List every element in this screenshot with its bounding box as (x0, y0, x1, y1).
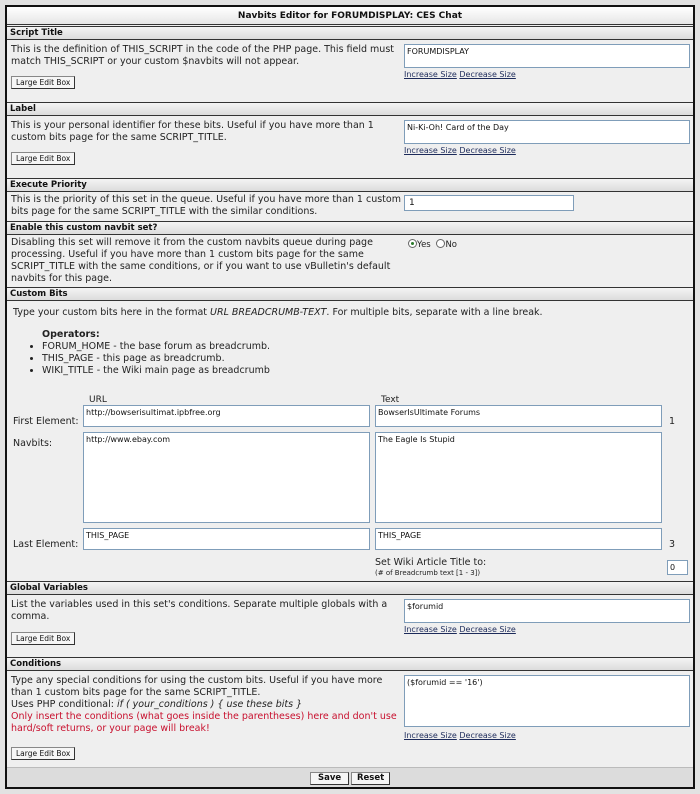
reset-button[interactable]: Reset (351, 772, 390, 785)
custom-bits-intro: Type your custom bits here in the format URL BREADCRUMB-TEXT. For multiple bits, separate with a line break. (13, 307, 543, 318)
first-element-url-input[interactable]: http://bowserisultimat.ipbfree.org (83, 405, 370, 427)
section-custom-bits-heading: Custom Bits (7, 287, 693, 301)
globals-input[interactable]: $forumid (404, 599, 690, 623)
increase-size-link[interactable]: Increase Size (404, 146, 457, 155)
priority-input[interactable]: 1 (404, 195, 574, 211)
decrease-size-link[interactable]: Decrease Size (459, 731, 516, 740)
script-title-large-edit-button[interactable]: Large Edit Box (11, 76, 75, 89)
increase-size-link[interactable]: Increase Size (404, 731, 457, 740)
section-label-heading: Label (7, 102, 693, 116)
url-column-header: URL (89, 395, 107, 405)
section-globals (7, 595, 693, 657)
conditions-large-edit-button[interactable]: Large Edit Box (11, 747, 75, 760)
decrease-size-link[interactable]: Decrease Size (459, 70, 516, 79)
globals-size-links (404, 625, 516, 634)
script-title-description: This is the definition of THIS_SCRIPT in the code of the PHP page. This field must match THIS_SCRIPT or your custom $navbits will not appear. (11, 44, 395, 67)
label-description: This is your personal identifier for these bits. Useful if you have more than 1 custom bits page for the same SCRIPT_TITLE. (11, 120, 374, 143)
enable-no-label: No (445, 240, 457, 250)
conditions-warning: Only insert the conditions (what goes inside the parentheses) here and don't use hard/soft returns, or your page will break! (11, 711, 397, 734)
label-input[interactable]: Ni-Ki-Oh! Card of the Day (404, 120, 690, 144)
conditions-size-links (404, 731, 516, 740)
wiki-title-hint: (# of Breadcrumb text [1 - 3]) (375, 569, 481, 577)
last-element-label: Last Element: (13, 539, 79, 550)
last-element-url-input[interactable]: THIS_PAGE (83, 528, 370, 550)
label-large-edit-button[interactable]: Large Edit Box (11, 152, 75, 165)
text-column-header: Text (381, 395, 400, 405)
conditions-description: Type any special conditions for using the custom bits. Useful if you have more than 1 custom bits page for the same SCRIPT_TITLE. Uses PHP conditional: if ( your_conditions ) { use these bits } Only insert the conditions (what goes inside the parentheses) here and don't use hard/soft returns, or your page will break! (11, 675, 401, 735)
save-button[interactable]: Save (310, 772, 349, 785)
conditions-textarea[interactable]: ($forumid == '16') (404, 675, 690, 727)
operator-item: • FORUM_HOME - the base forum as breadcrumb. (42, 341, 270, 353)
script-title-input[interactable]: FORUMDISPLAY (404, 44, 690, 68)
priority-description: This is the priority of this set in the queue. Useful if you have more than 1 custom bits page for the same SCRIPT_TITLE with the similar conditions. (11, 194, 401, 217)
wiki-title-label: Set Wiki Article Title to: (375, 557, 487, 568)
label-size-links (404, 146, 516, 155)
navbits-url-textarea[interactable]: http://www.ebay.com (83, 432, 370, 523)
operator-item: • THIS_PAGE - this page as breadcrumb. (42, 353, 270, 365)
last-element-number: 3 (669, 539, 676, 550)
wiki-title-input[interactable]: 0 (667, 560, 688, 575)
enable-yes-radio[interactable] (408, 239, 417, 248)
enable-radio-group (408, 239, 457, 250)
section-enable-heading: Enable this custom navbit set? (7, 221, 693, 235)
section-script-title (7, 40, 693, 102)
section-custom-bits (7, 301, 693, 584)
section-globals-heading: Global Variables (7, 581, 693, 595)
operator-item: • WIKI_TITLE - the Wiki main page as breadcrumb (42, 365, 270, 377)
php-conditional-note: Uses PHP conditional: if ( your_conditions ) { use these bits } (11, 699, 303, 710)
form-footer (7, 767, 693, 787)
globals-large-edit-button[interactable]: Large Edit Box (11, 632, 75, 645)
decrease-size-link[interactable]: Decrease Size (459, 625, 516, 634)
decrease-size-link[interactable]: Decrease Size (459, 146, 516, 155)
section-script-title-heading: Script Title (7, 26, 693, 40)
section-conditions (7, 671, 693, 767)
first-element-text-input[interactable]: BowserIsUltimate Forums (375, 405, 662, 427)
enable-description: Disabling this set will remove it from the custom navbits queue during page processing. Useful if you have more than 1 custom bits page for the same SCRIPT_TITLE with the same conditions, or if you want to use vBulletin's default navbits for this page. (11, 237, 391, 284)
operators-title: Operators: (42, 329, 100, 340)
section-conditions-heading: Conditions (7, 657, 693, 671)
first-element-label: First Element: (13, 416, 79, 427)
page-title: Navbits Editor for FORUMDISPLAY: CES Chat (7, 7, 693, 25)
navbits-editor-panel (5, 5, 695, 789)
last-element-text-input[interactable]: THIS_PAGE (375, 528, 662, 550)
globals-description: List the variables used in this set's conditions. Separate multiple globals with a comma. (11, 599, 388, 622)
section-enable (7, 235, 693, 287)
section-label (7, 116, 693, 178)
increase-size-link[interactable]: Increase Size (404, 70, 457, 79)
navbits-label: Navbits: (13, 438, 53, 449)
first-element-number: 1 (669, 416, 676, 427)
section-priority (7, 192, 693, 221)
operators-list (7, 341, 270, 377)
increase-size-link[interactable]: Increase Size (404, 625, 457, 634)
section-priority-heading: Execute Priority (7, 178, 693, 192)
enable-yes-label: Yes (417, 240, 431, 250)
script-title-size-links (404, 70, 516, 79)
navbits-text-textarea[interactable]: The Eagle Is Stupid (375, 432, 662, 523)
